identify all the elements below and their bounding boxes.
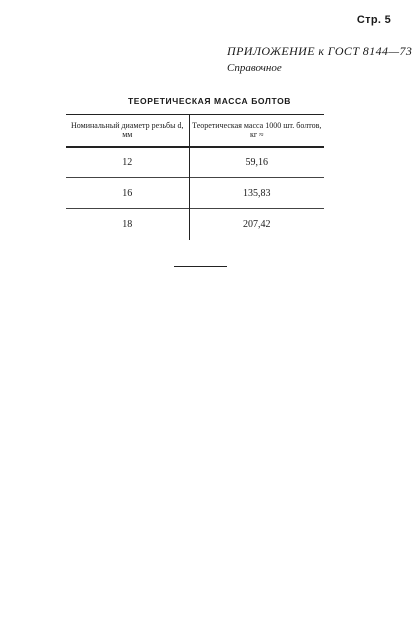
table-body: [66, 147, 324, 240]
bolt-mass-table: [66, 114, 324, 240]
column-header-diameter: Номинальный диаметр резьбы d, мм: [71, 121, 184, 140]
cell-mass: 59,16: [189, 147, 324, 178]
table-title: ТЕОРЕТИЧЕСКАЯ МАССА БОЛТОВ: [127, 96, 292, 106]
cell-mass: 135,83: [189, 178, 324, 209]
table-row: [66, 178, 324, 209]
end-rule: [174, 266, 227, 267]
appendix-note: Справочное: [227, 62, 282, 74]
cell-mass: 207,42: [189, 209, 324, 240]
cell-diameter: 18: [66, 209, 189, 240]
table-header-row: [66, 115, 324, 147]
table-row: [66, 147, 324, 178]
cell-diameter: 12: [122, 156, 133, 168]
cell-diameter: 16: [66, 178, 189, 209]
table-header: [66, 115, 324, 147]
table-row: [66, 209, 324, 240]
page-number: Стр. 5: [356, 14, 391, 26]
appendix-title: ПРИЛОЖЕНИЕ к ГОСТ 8144—73: [227, 44, 413, 58]
column-header-mass: Теоретическая масса 1000 шт. болтов, кг ≈: [189, 115, 324, 147]
